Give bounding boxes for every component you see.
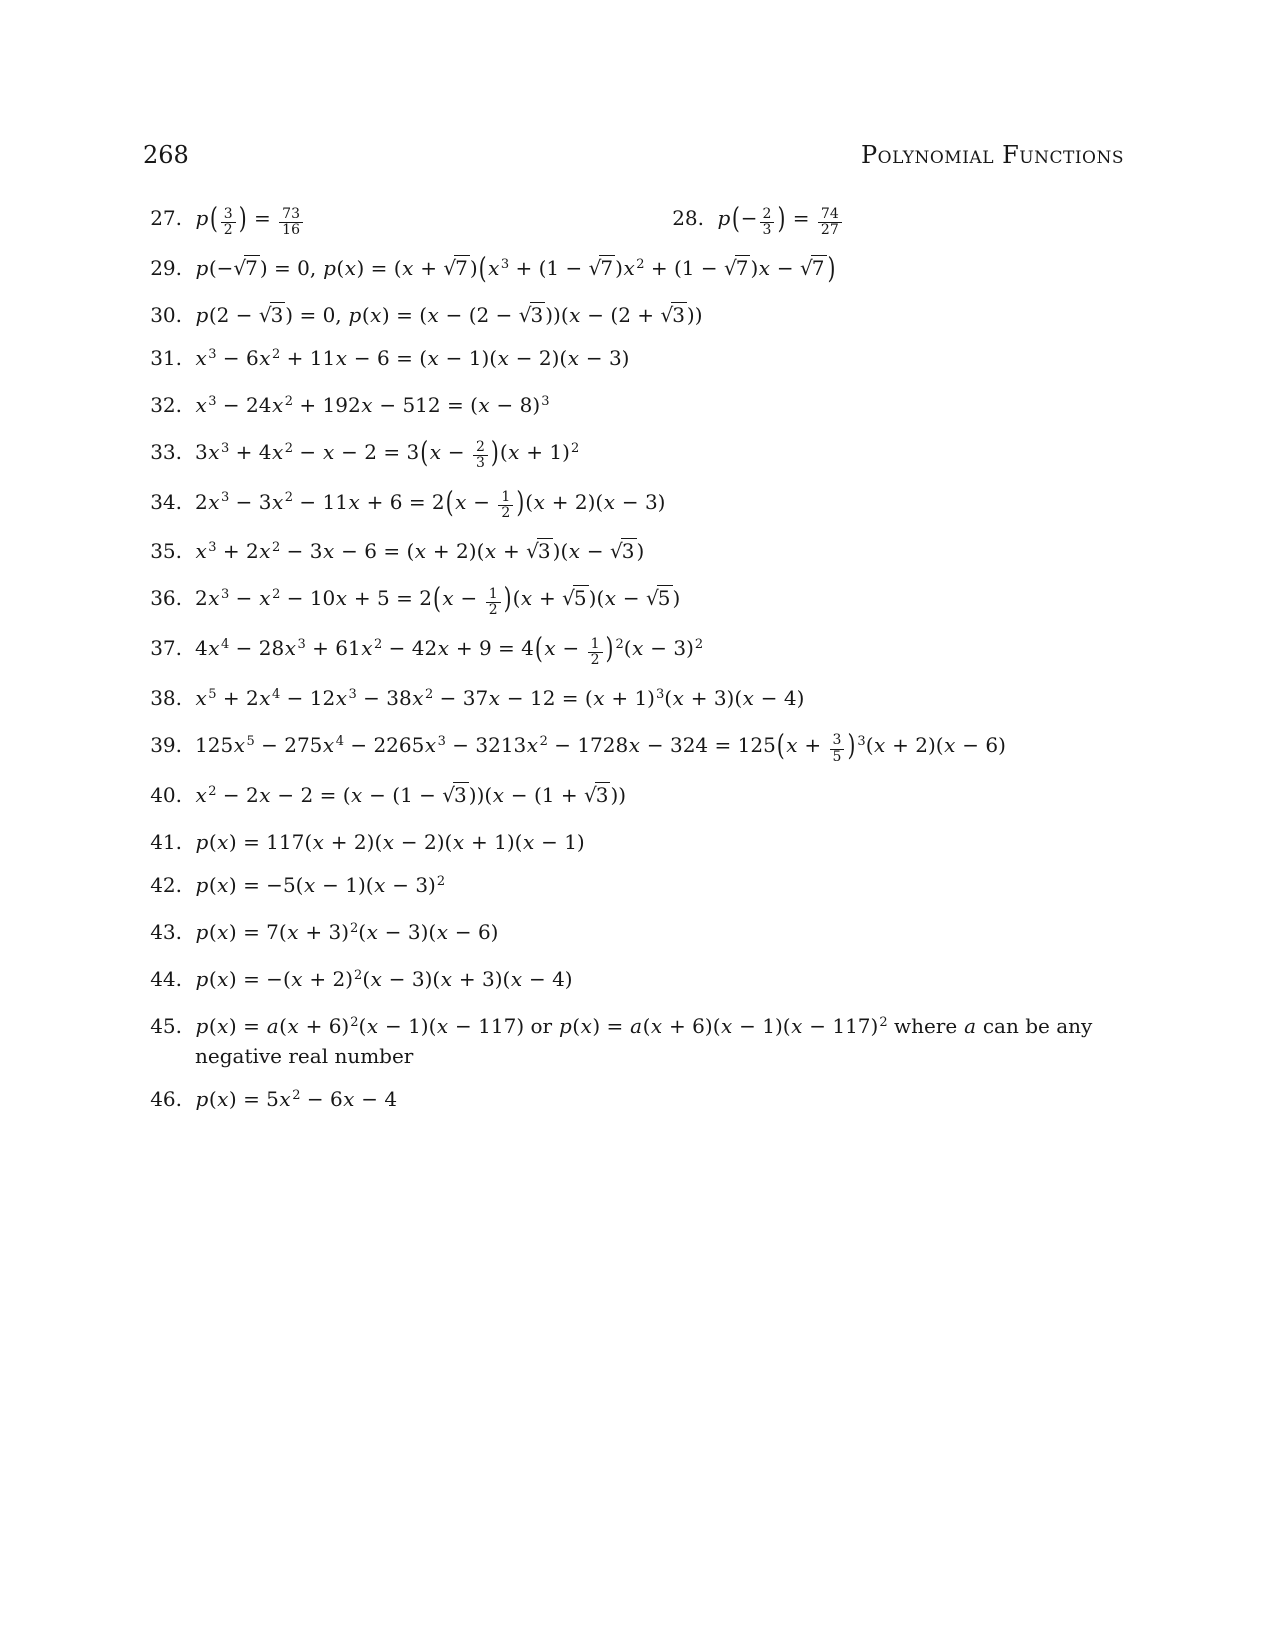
exercise-math: x $^3$ − 6x $^2$ + 11x − 6 = (x − 1)(x − 2)(x − 3)	[195, 345, 630, 370]
exercise-number: 30.	[150, 302, 182, 327]
exercise-number: 44.	[150, 966, 182, 991]
exercise-29	[143, 250, 1153, 285]
exercise-38	[143, 685, 1153, 715]
exercise-math: $p(x) = -(x + 2)^2(x - 3)(x + 3)(x - 4)$	[195, 966, 573, 991]
exercise-number: 45.	[150, 1013, 182, 1038]
exercise-math: p(− $\frac{2}{3}$ ) = $\frac{74}{27}$	[717, 205, 844, 238]
exercise-math: x $^2$ − 2x − 2 = (x − (1 − √3 ))(x − (1 + √3 ))	[195, 782, 627, 807]
exercise-number: 29.	[150, 255, 182, 280]
exercise-number: 28.	[672, 206, 704, 230]
exercise-math: 3x $^3$ + 4x $^2$ − x − 2 = 3(x − $\frac{2}{3}$ )$(x + 1)^2$	[195, 434, 580, 472]
exercise-43	[143, 919, 1153, 949]
exercise-math: p(x) = 117(x + 2)(x − 2)(x + 1)(x − 1)	[195, 829, 585, 854]
exercise-math: $p(x) = -5(x - 1)(x - 3)^2$	[195, 872, 446, 897]
exercise-math: p(−√7 ) = 0, p(x) = (x + √7 )(x $^3$ + (1 − √7 )x $^2$ + (1 − √7 )x − √7 )	[195, 250, 836, 285]
running-title: Polynomial Functions	[860, 141, 1124, 169]
exercise-math: p( $\frac{3}{2}$ ) = $\frac{73}{16}$	[195, 205, 305, 238]
exercise-number: 40.	[150, 782, 182, 807]
exercise-33	[143, 434, 1153, 472]
exercise-number: 46.	[150, 1086, 182, 1111]
exercise-math: 2x $^3$ − x $^2$ − 10x + 5 = 2(x − $\frac{1}{2}$ )(x + √5 )(x − √5 )	[195, 581, 681, 619]
exercise-math: $p(x) = a(x + 6)^2(x - 1)(x - 117)$ or $p(x) = a(x + 6)(x - 1)(x - 117)^2$ where a can be any negative real number	[195, 1013, 1093, 1068]
exercise-39	[143, 727, 1153, 765]
exercise-number: 42.	[150, 872, 182, 897]
exercise-number: 34.	[150, 489, 182, 514]
exercise-46	[143, 1086, 1153, 1116]
exercise-31	[143, 345, 1153, 375]
exercise-number: 38.	[150, 685, 182, 710]
exercise-math: x $^5$ + 2x $^4$ − 12x $^3$ − 38x $^2 - 37x - 12 = (x + 1)^3(x + 3)(x - 4)$	[195, 685, 805, 710]
exercise-number: 27.	[150, 206, 182, 230]
exercise-32	[143, 392, 1153, 422]
page-number: 268	[143, 141, 189, 169]
exercise-41	[143, 829, 1153, 855]
exercise-math: x $^3$ + 2x $^2$ − 3x − 6 = (x + 2)(x + √3 )(x − √3 )	[195, 539, 645, 564]
exercise-34	[143, 484, 1153, 522]
exercise-math: 4x $^4$ − 28x $^3$ + 61x $^2$ − 42x + 9 = 4(x − $\frac{1}{2}$ ) $^2(x - 3)^2$	[195, 631, 704, 668]
exercise-math: p(2 − √3 ) = 0, p(x) = (x − (2 − √3 ))(x − (2 + √3 ))	[195, 302, 703, 327]
exercise-number: 33.	[150, 439, 182, 464]
answers-list	[143, 200, 1153, 1133]
exercise-math: $p(x) = 7(x + 3)^2(x - 3)(x - 6)$	[195, 919, 499, 944]
exercise-math: x $^3$ − 24x $^2 + 192x - 512 = (x - 8)^3$	[195, 392, 550, 417]
exercise-row-27-28	[143, 200, 1153, 238]
page-header	[143, 141, 1124, 169]
exercise-math: 125x $^5$ − 275x $^4$ − 2265x $^3$ − 3213x $^2$ − 1728x − 324 = 125(x + $\frac{3}{5}$ ) $^3$(x + 2)(x − 6)	[195, 727, 1006, 765]
exercise-30	[143, 302, 1153, 328]
exercise-number: 36.	[150, 586, 182, 611]
exercise-number: 31.	[150, 345, 182, 370]
exercise-28	[665, 200, 844, 238]
exercise-40	[143, 782, 1153, 812]
exercise-number: 35.	[150, 539, 182, 564]
exercise-number: 39.	[150, 732, 182, 757]
exercise-math: p(x) = 5x $^2$ − 6x − 4	[195, 1086, 398, 1111]
exercise-45	[143, 1013, 1153, 1069]
exercise-27	[143, 200, 665, 238]
exercise-number: 37.	[150, 636, 182, 661]
exercise-number: 32.	[150, 392, 182, 417]
exercise-35	[143, 538, 1153, 568]
exercise-42	[143, 872, 1153, 902]
exercise-36	[143, 581, 1153, 619]
exercise-number: 41.	[150, 829, 182, 854]
exercise-math: 2x $^3$ − 3x $^2$ − 11x + 6 = 2(x − $\frac{1}{2}$ )(x + 2)(x − 3)	[195, 484, 666, 522]
exercise-44	[143, 966, 1153, 996]
exercise-37	[143, 631, 1153, 668]
exercise-number: 43.	[150, 919, 182, 944]
